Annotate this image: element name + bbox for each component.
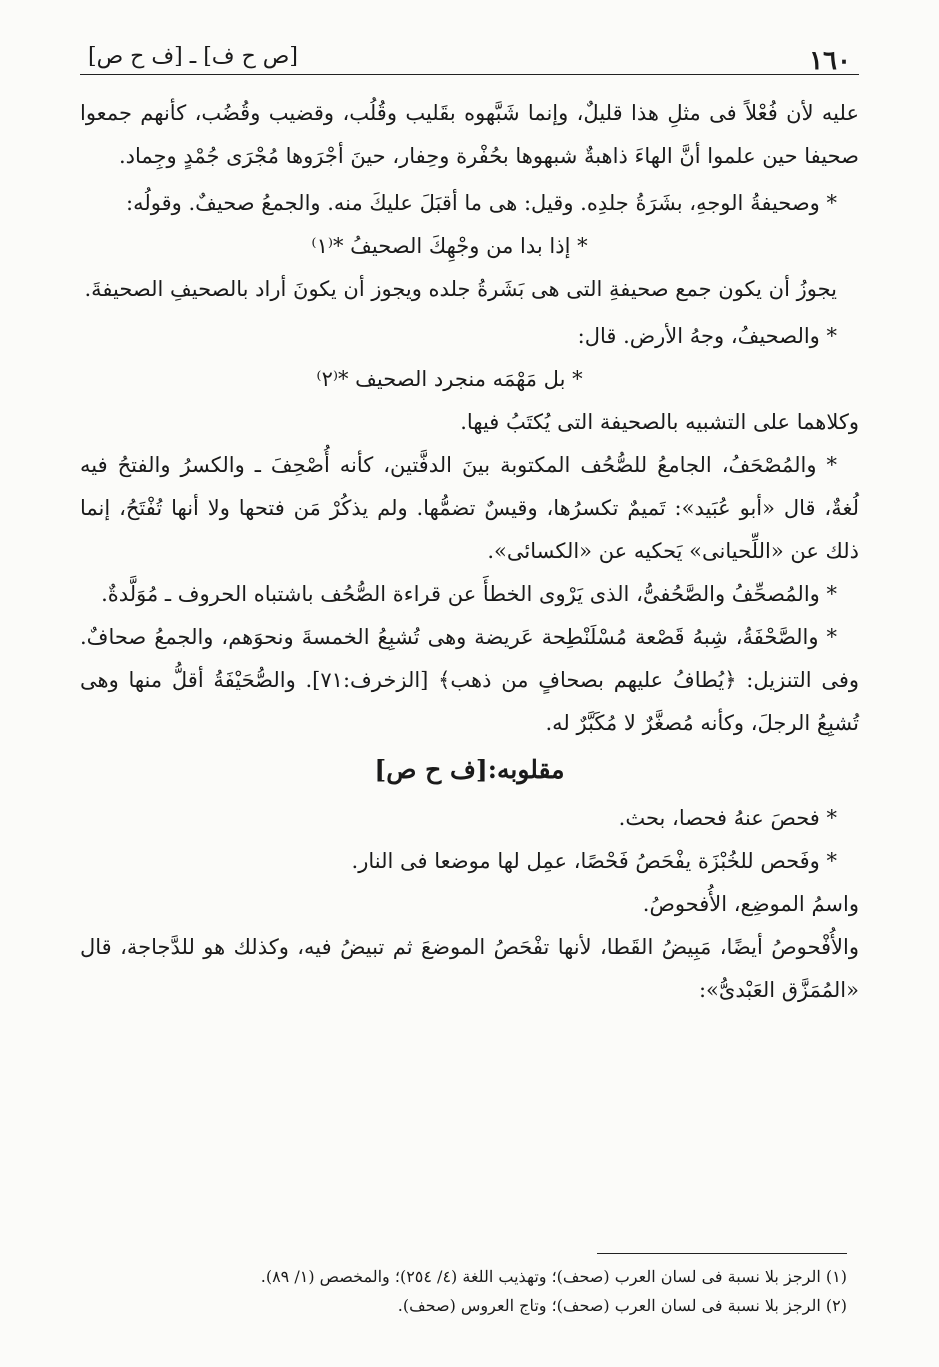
paragraph: وكلاهما على التشبيه بالصحيفة التى يُكتَبُ فيها.	[460, 410, 859, 434]
paragraph: * والمُصْحَفُ، الجامعُ للصُّحُف المكتوبة بينَ الدفَّتين، كأنه أُصْحِفَ ـ والكسرُ والفتحُ فيه لُغةٌ، قال «أبو عُبَيد»: تَميمٌ تكسرُها، وقيسٌ تضمُّها. ولم يذكُرْ مَن فتحها ولا أنها تُفْتَحُ، إنما ذلك عن «اللِّحيانى» يَحكيه عن «الكسائى».	[80, 453, 859, 563]
paragraph: يجوزُ أن يكون جمع صحيفةِ التى هى بَشَرةُ جلده ويجوز أن يكونَ أراد بالصحيفِ الصحيفةَ.	[84, 277, 837, 301]
paragraph: والأُفْحوصُ أيضًا، مَبِيضُ القَطا، لأنها تفْحَصُ الموضعَ ثم تبيضُ فيه، وكذلك هو للدَّجاجة، قال «المُمَزَّق العَبْدىُّ»:	[80, 935, 859, 1002]
paragraph: * وصحيفةُ الوجهِ، بشَرَةُ جلدِه. وقيل: هى ما أقبَلَ عليكَ منه. والجمعُ صحيفٌ. وقولُه:	[126, 191, 837, 215]
footnote-rule	[597, 1253, 847, 1254]
section-heading: مقلوبه:[ف ح ص]	[374, 755, 565, 784]
paragraph: واسمُ الموضِع، الأُفحوصُ.	[642, 892, 859, 916]
footnote: (١) الرجز بلا نسبة فى لسان العرب (صحف)؛ وتهذيب اللغة (٤/ ٢٥٤)؛ والمخصص (١/ ٨٩).	[260, 1267, 847, 1286]
page-number: ١٦٠	[809, 46, 851, 76]
footnote: (٢) الرجز بلا نسبة فى لسان العرب (صحف)؛ وتاج العروس (صحف).	[397, 1296, 847, 1315]
paragraph: * والصحيفُ، وجهُ الأرض. قال:	[577, 324, 837, 348]
paragraph: عليه لأن فُعْلاً فى مثلِ هذا قليلٌ، وإنما شَبَّهوه بقَليب وقُلُب، وقضيب وقُضُب، كأنهم جمعوا صحيفا حين علموا أنَّ الهاءَ ذاهبةٌ شبهوها بحُفْرة وحِفار، حينَ أجْرَوها مُجْرَى جُمْدٍ وجِماد.	[80, 101, 859, 168]
verse-line: * بل مَهْمَه منجرد الصحيف *⁽٢⁾	[316, 367, 583, 391]
running-head: [ص ح ف] ـ [ف ح ص]	[88, 44, 298, 69]
page-header	[80, 40, 859, 76]
paragraph: * فحصَ عنهُ فحصا، بحث.	[618, 806, 837, 830]
paragraph: * والمُصحِّفُ والصَّحُفىُّ، الذى يَرْوى الخطأَ عن قراءة الصُّحُف باشتباه الحروف ـ مُوَلَّدةٌ.	[101, 582, 837, 606]
header-rule	[80, 74, 859, 75]
footnotes	[80, 1262, 847, 1320]
paragraph: * وفَحص للخُبْزَة يفْحَصُ فَحْصًا، عمِل لها موضعا فى النار.	[351, 849, 837, 873]
page-body	[80, 92, 859, 1012]
paragraph: * والصَّحْفَةُ، شِبهُ قَصْعة مُسْلَنْطِحة عَريضة وهى تُشبِعُ الخمسةَ ونحوَهم، والجمعُ صحافٌ. وفى التنزيل: ﴿يُطافُ عليهم بصحافٍ من ذهب﴾ [الزخرف:٧١]. والصُّحَيْفَةُ أقلُّ منها وهى تُشبِعُ الرجلَ، وكأنه مُصغَّرٌ لا مُكَبَّرٌ له.	[80, 625, 859, 735]
verse-line: * إذا بدا من وجْهِكَ الصحيفُ *⁽١⁾	[311, 234, 588, 258]
